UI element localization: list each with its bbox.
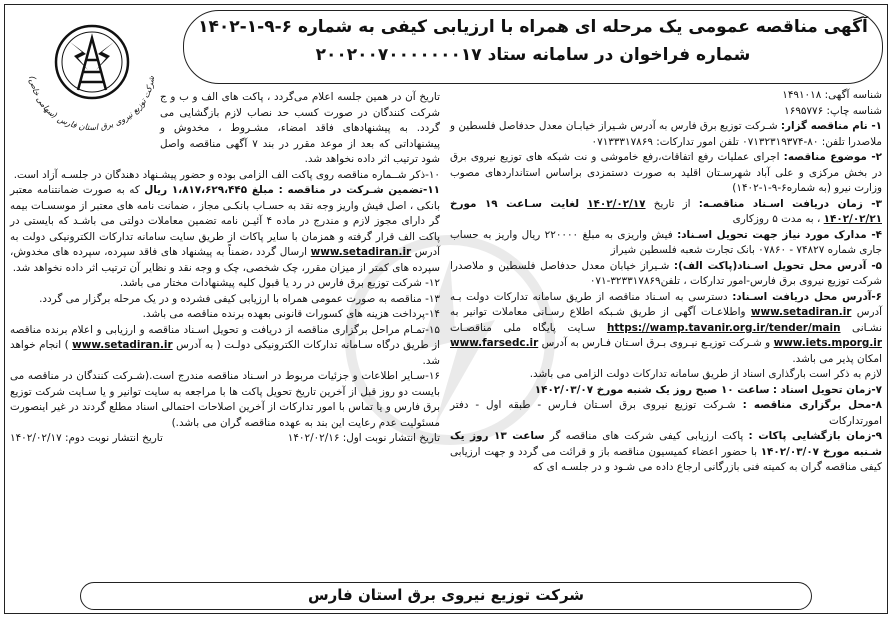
item-15-text-a: ۱۵-تمـام مراحل برگزاری مناقصه از دریافت و تحویل اسـناد مناقصه و ارزیابی و اعلام برنده مناقصه از طریق درگاه سـامانه تدارکات الکترونیکی دولـت ( به آدرس <box>10 323 441 351</box>
ad-id: شناسه آگهی: ۱۴۹۱۰۱۸ <box>782 89 882 101</box>
item-5 <box>450 259 882 290</box>
item-6-text-d: و شـرکت توزیـع نیـروی بـرق اسـتان فـارس به آدرس <box>541 337 771 349</box>
item-14: ۱۴-پرداخت هزینه های کسورات قانونی بعهده برنده مناقصه می باشد. <box>142 308 440 320</box>
item-1-label: ۱- نام مناقصه گزار: <box>780 120 882 132</box>
item-7-label: ۷-زمان تحویل اسناد : <box>772 383 882 396</box>
item-5-text: شـیراز خیابان معدل حدفاصل فلسطین و ملاصدرا شرکت توزیع نیروی برق فارس-امور تدارکات ، تلفن۳۲۳۳۱۷۸۶۹-۰۷۱ <box>450 259 882 287</box>
setadiran-link-2[interactable]: www.setadiran.ir <box>310 246 412 258</box>
setadiran-link[interactable]: www.setadiran.ir <box>750 306 852 318</box>
item-3-label: ۳- زمان دریافت اسـناد مناقصـه: <box>698 197 882 210</box>
farsedc-link[interactable]: www.farsedc.ir <box>450 337 539 349</box>
item-10: ۱۰-ذکر شــماره مناقصه روی پاکت الف الزامی بوده و حضور پیشـنهاد دهندگان در جلسـه آزاد است. <box>13 168 440 181</box>
right-column <box>450 88 882 476</box>
item-3-text-a: از تاریخ <box>653 197 691 210</box>
item-9-text-c: با حضور اعضاء کمیسیون مناقصه باز و قرائت می گردد و جهت ارزیابی کیفی مناقصه گران به کمیته فنی بازرگانی ارجاع داده می شـود و در جلسـه ای که <box>450 445 882 473</box>
item-16: ۱۶-سـایر اطلاعات و جزئیات مربوط در اسـناد مناقصه مندرج است.(شـرکت کنندگان در مناقصه می بایست دو روز قبل از آخرین تاریخ تحویل پاکت ها با مراجعه به سایت توانیر و یا سـایت شرکت توزیع برق فارس و یا تماس با امور تدارکات از آخرین اصلاحات احتمالی اسناد مطلع گردند در غیر اینصورت مسئولیت عدم رعایت این بند به عهده مناقصه گران می باشد.) <box>10 370 440 429</box>
tavanir-link[interactable]: https://wamp.tavanir.org.ir/tender/main <box>606 321 841 334</box>
item-6-text-a: دسترسی به اسـناد مناقصه از طریق سامانه تدارکات دولت بـه آدرس <box>450 290 882 318</box>
item-3-date-to: ۱۴۰۲/۰۲/۲۱ <box>823 213 882 225</box>
item-6-text-e: امکان پذیر می باشد. <box>792 352 882 365</box>
item-12: ۱۲- شرکت توزیع برق فارس در رد یا قبول کلیه پیشنهادات مختار می باشد. <box>119 277 440 289</box>
item-7-text: ساعت ۱۰ صبح روز یک شنبه مورخ ۱۴۰۲/۰۳/۰۷ <box>534 383 770 396</box>
left-column <box>10 90 440 447</box>
item-3-date-from: ۱۴۰۲/۰۲/۱۷ <box>587 197 646 210</box>
item-9-text-a: پاکت ارزیابی کیفی شرکت های مناقصه گر <box>549 430 744 442</box>
item-11 <box>10 183 440 276</box>
setadiran-link-3[interactable]: www.setadiran.ir <box>72 339 173 351</box>
item-6-text-b: واطلاعـات آگهی از طریق شـبکه اطلاع رسـانی معاملات توانیر به نشـانی <box>450 306 882 334</box>
item-8 <box>450 398 882 429</box>
pub-date-second: تاریخ انتشار نوبت دوم: ۱۴۰۲/۰۲/۱۷ <box>10 432 163 444</box>
item-6-text-c: سـایت پایگاه ملی مناقصـات <box>450 321 596 334</box>
item-1 <box>450 119 882 150</box>
publication-dates <box>10 431 440 447</box>
item-2-label: ۲- موضوع مناقصه: <box>783 151 882 163</box>
logo-caption: شرکت توزیع نیروی برق استان فارس (سهامی خاص) <box>28 75 157 132</box>
item-9-label: ۹-زمان بازگشایی پاکات : <box>748 430 883 442</box>
item-4-text: فیش واریزی به مبلغ ۲۲۰۰۰۰ ریال واریز به حساب جاری شماره ۷۴۸۲۷ - ۰۷۸۶۰ بانک تجارت شعبه فلسطین شیراز <box>450 228 882 256</box>
page-title: آگهی مناقصه عمومی یک مرحله ای همراه با ارزیابی کیفی به شماره ۶-۹-۱-۱۴۰۲ <box>198 17 868 37</box>
item-11-text-a: که به صورت ضمانتنامه معتبر بانکی ، اصل فیش واریز وجه نقد به حسـاب بانکـی مجاز ، ضمانت نامه های معتبر از موسسـات بیمه گر دارای مجوز لازم و مندرج در ماده ۴ آئیـن نامه تضمین معاملات دولتی می باشـد که بایستی در پاکت الف قرار گرفته و همزمان با سایر پاکات از طریق سایت سامانه تدارکات الکترونیکی دولت به آدرس <box>10 184 440 258</box>
item-6-label: ۶-آدرس محل دریافت اسـناد: <box>732 290 882 303</box>
item-11-label: ۱۱-تضمین شـرکت در مناقصه : مبلغ ۱،۸۱۷،۶۲۹،۴۴۵ ریال <box>144 184 440 196</box>
item-13: ۱۳- مناقصه به صورت عمومی همراه با ارزیابی کیفی فشرده و در یک مرحله برگزار می گردد. <box>39 292 440 305</box>
item-6-note: لازم به ذکر است بارگذاری اسناد از طریق سامانه تدارکات دولت الزامی می باشد. <box>529 368 882 380</box>
item-11-text-b: ارسال گردد ،ضمناً به پیشنهاد های فاقد سپرده، سپرده های مخدوش، سپرده های کمتر از میزان مقرر، چک شخصی، چک و وجه نقد و نظایر آن ترتیب اثر داده نخواهد شد. <box>10 246 440 274</box>
item-1-text: شـرکت توزیع برق فارس به آدرس شـیراز خیابـان معدل حدفاصل فلسطین و ملاصدرا تلفن: ۸۰-۰۷۱۳۲۳۱۹۳۷۴ تلفن امور تدارکات: ۰۷۱۳۳۳۱۷۸۶۹ <box>450 120 882 148</box>
print-id: شناسه چاپ: ۱۶۹۵۷۷۶ <box>784 104 882 117</box>
item-2-text: اجرای عملیات رفع اتفاقات،رفع خاموشی و نت شبکه های توزیع نیروی برق در بخش مرکزی و علی آباد شهرسـتان اقلید به صورت دستمزدی براساس استانداردهای مصوب وزارت نیرو (به شماره۶-۹-۱-۱۴۰۲) <box>450 151 882 194</box>
item-8-label: ۸-محل برگزاری مناقصه : <box>742 399 882 411</box>
pub-date-first: تاریخ انتشار نوبت اول: ۱۴۰۲/۰۲/۱۶ <box>287 432 440 444</box>
item-15-text-b: ) انجام خواهد شد. <box>10 339 440 367</box>
item-4-label: ۴- مدارک مورد نیاز جهت تحویل اسـناد: <box>677 228 882 241</box>
header-banner <box>183 10 883 84</box>
item-3-text-b: لغایت سـاعت ۱۹ مورخ <box>450 197 579 210</box>
item-2 <box>450 150 882 197</box>
call-number-title: شماره فراخوان در سامانه ستاد ۲۰۰۲۰۰۷۰۰۰۰۰۰۰۱۷ <box>315 45 751 65</box>
continued-text: تاریخ آن در همین جلسه اعلام می‌گردد ، پاکت های الف و ب و ج شرکت کنندگان در صورت کسب حد نصاب لازم بازگشایی می گردد. به پیشنهادهای فاقد امضاء، مشـروط ، مخدوش و پیشنهاداتی که بعد از موعد مقرر در بند ۷ آگهی مناقصه واصل شود ترتیب اثر داده نخواهد شد. <box>160 91 440 165</box>
iets-link[interactable]: www.iets.mporg.ir <box>773 337 882 349</box>
item-4 <box>450 228 882 259</box>
item-3-text-c: ، به مدت ۵ روزکاری <box>732 213 821 225</box>
item-15 <box>10 323 440 370</box>
item-6 <box>450 290 882 368</box>
item-5-label: ۵- آدرس محل تحویل اسـناد(پاکت الف): <box>673 259 882 272</box>
item-8-text: شـرکت توزیع نیروی برق اسـتان فـارس - طبقه اول - دفتر امورتدارکات <box>450 399 882 427</box>
footer-company-banner: شرکت توزیع نیروی برق استان فارس <box>80 582 812 610</box>
item-9-text-b: ساعت ۱۳ روز یک شـنبه مورخ ۱۴۰۲/۰۳/۰۷ <box>450 430 882 458</box>
item-9 <box>450 429 882 476</box>
item-3 <box>450 197 882 228</box>
item-7 <box>450 383 882 399</box>
